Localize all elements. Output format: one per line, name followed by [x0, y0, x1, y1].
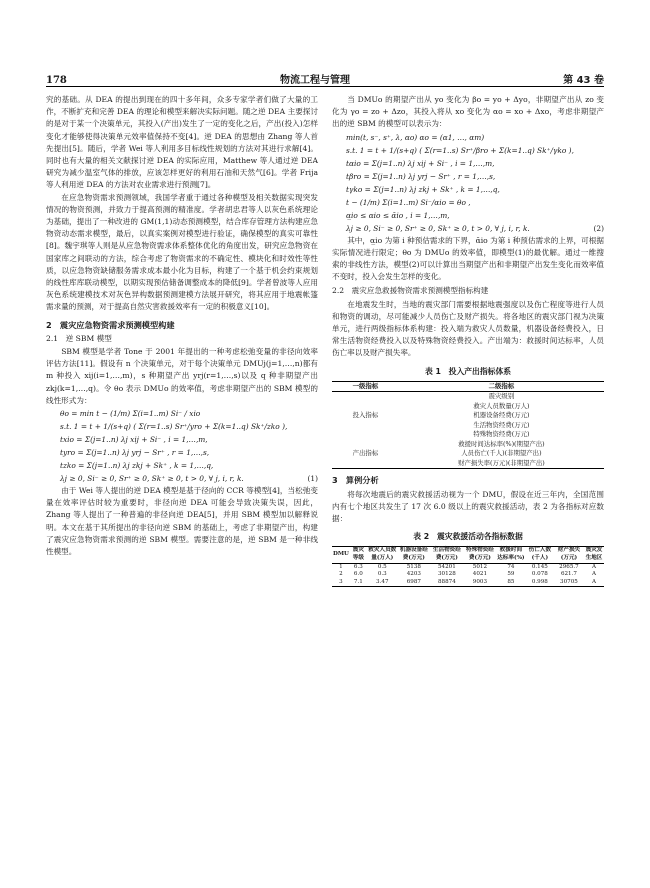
equation-line	[46, 472, 318, 485]
table-cell: 财产损失率(万元)(非期望产出)	[458, 458, 545, 467]
column-header: 机器设备经费(万元)	[399, 547, 428, 561]
equation-number: (2)	[593, 223, 604, 233]
right-column	[332, 94, 604, 587]
paragraph: 其中，α̲io 为第 i 种预估需求的下界，ᾱio 为第 i 种预估需求的上界，可根据实际情况进行限定；θo 为 DMUo 的效率值，即模型(1)的最优解。通过一维搜索的非线性方法，模型(2)可以计算出当期望产出和非期望产出发生变化而效率值不变时，投入会发生怎样的变化。	[332, 235, 604, 282]
journal-title: 物流工程与管理	[279, 75, 350, 86]
column-header: 二级指标	[488, 381, 515, 390]
table-cell: A	[591, 571, 597, 578]
paragraph: SBM 模型是学者 Tone 于 2001 年提出的一种考虑松弛变量的非径向效率评估方法[11]。假设有 n 个决策单元，对于每个决策单元 DMUj(j=1,…,n)都有 m 种投入 xij(i=1,…,m)，s 种期望产出 yrj(r=1,…,s)以及 q 种非期望产出 zkj(k=1,…,q)。令 θo 表示 DMUo 的效率值，考虑非期望产出的 SBM 模型的线性形式为：	[46, 347, 318, 405]
table-cell: 5138	[406, 563, 421, 570]
table-group-cell: 投入指标	[352, 411, 379, 420]
table-cell: 88874	[437, 578, 456, 585]
equation-line: txio = Σ(j=1..n) λj xij + Si⁻ , i = 1,…,m,	[60, 435, 208, 445]
table-row	[332, 440, 604, 450]
table-row	[332, 579, 604, 587]
paragraph: 在地震发生时，当地的震灾部门需要根据地震强度以及伤亡程度等进行人员和物资的调动，尽可能减少人员伤亡及财产损失。将各地区的震灾部门视为决策单元，进行两级指标体系构建：投入端为救灾人员数量，机器设备经费投入，日常生活物资经费投入以及特殊物资经费投入。产出端为：救援时间达标率，人员伤亡率以及财产损失率。	[332, 299, 604, 358]
table-2	[332, 546, 604, 587]
table-cell: 6.0	[353, 571, 363, 578]
equation-number: (1)	[307, 474, 318, 484]
table-cell: 0.5	[377, 563, 387, 570]
table-row	[332, 392, 604, 402]
paragraph: 究的基础。从 DEA 的提出到现在的四十多年间，众多专家学者们做了大量的工作，不断扩充和完善 DEA 的理论和模型来解决实际问题。随之逆 DEA 主要探讨的是对于某一个决策单元，其投入(产出)发生了一定的变化之后，产出(投入)怎样变化才能够使得决策单元效率值保持不变[4]。逆 DEA 的思想由 Zhang 等人首先提出[5]。随后，学者 Wei 等人利用多目标线性规划的方法对其进行求解[4]。同时也有大量的相关文献探讨逆 DEA 的实际应用，Matthew 等人通过逆 DEA 研究为减少温室气体的排放，应该怎样更好的利用石油和天然气[6]。学者 Frija 等人利用逆 DEA 的方法对农业需求进行预测[7]。	[46, 95, 318, 190]
column-header: 生活物资经费(万元)	[432, 547, 461, 561]
table-cell: 0.145	[531, 563, 548, 570]
table-cell: 救援时间达标率(%)(期望产出)	[458, 439, 545, 448]
table-cell: 6987	[406, 578, 421, 585]
table-cell: 3.47	[376, 578, 389, 585]
table-group-cell: 产出指标	[352, 449, 379, 458]
column-header: 伤亡人数(千人)	[528, 547, 552, 561]
column-header: 财产损失(万元)	[557, 547, 581, 561]
table-1	[332, 381, 604, 470]
equation-text: λj ≥ 0, Si⁻ ≥ 0, Sr⁺ ≥ 0, Sk⁺ ≥ 0, t > 0, ∀ j, i, r, k.	[60, 474, 244, 484]
table-row	[332, 563, 604, 571]
table-cell: 30705	[560, 578, 578, 585]
table-cell: 0.078	[531, 571, 548, 578]
equation-line: α̲io ≤ αio ≤ ᾱio , i = 1,…,m,	[346, 210, 450, 220]
equation-line: s.t. 1 = t + 1/(s+q) ( Σ(r=1..s) Sr⁺/yro + Σ(k=1..q) Sk⁺/zko ),	[60, 422, 288, 432]
table-caption: 表 1 投入产出指标体系	[424, 366, 512, 376]
table-cell: 6.3	[353, 563, 363, 570]
equation-line: tβro = Σ(j=1..n) λj yrj − Sr⁺ , r = 1,…,s,	[346, 171, 496, 181]
table-cell: 震灾级别	[488, 392, 515, 401]
equation-line: t − (1/m) Σ(i=1..m) Si⁻/αio = θo ,	[346, 197, 471, 207]
equation-line: tαio = Σ(j=1..n) λj xij + Si⁻ , i = 1,…,m,	[346, 158, 495, 168]
table-cell: 59	[507, 571, 515, 578]
table-cell: 生活物资经费(万元)	[473, 420, 530, 429]
table-cell: 74	[507, 563, 515, 570]
column-header: DMU	[333, 551, 349, 558]
equation-line	[332, 222, 604, 235]
left-column	[46, 94, 318, 558]
column-header: 震灾发生地区	[585, 547, 603, 561]
paragraph: 由于 Wei 等人提出的逆 DEA 模型是基于径向的 CCR 等模型[4]，当松弛变量在效率评估时较为重要时，非径向逆 DEA 可能会导致决策失误，因此，Zhang 等人提出了一种普遍的非径向逆 DEA[5]，并用 SBM 模型加以解释说明。本文在基于其所提出的非径向逆 SBM 的基础上，考虑了非期望产出，构建了震灾应急物资需求预测的逆 SBM 模型。需要注意的是，逆 SBM 是一种非线性模型。	[46, 486, 318, 557]
page-header	[46, 68, 604, 86]
table-cell: 4021	[472, 571, 488, 578]
table-cell: 特殊物资经费(万元)	[473, 430, 530, 439]
section-heading: 3 算例分析	[332, 475, 379, 486]
equation-line: min(t, s⁻, s⁺, λ, αo) αo = (α1, …, αm)	[346, 132, 485, 142]
equation-1	[46, 407, 318, 485]
column-header: 震灾等级	[352, 547, 364, 561]
column-header: 一级指标	[352, 381, 379, 390]
subsection-heading: 2.1 逆 SBM 模型	[46, 333, 112, 343]
table-cell: 2965.7	[559, 563, 579, 570]
table-cell: 救灾人员数量(万人)	[473, 401, 530, 410]
table-cell: 0.998	[531, 578, 548, 585]
table-cell: 3	[339, 578, 343, 585]
equation-text: λj ≥ 0, Si⁻ ≥ 0, Sr⁺ ≥ 0, Sk⁺ ≥ 0, t > 0, ∀ j, i, r, k.	[346, 223, 530, 233]
volume-label: 第 43 卷	[563, 75, 604, 86]
equation-line: tzko = Σ(j=1..n) λj zkj + Sk⁺ , k = 1,…,q,	[60, 461, 214, 471]
equation-line: tγko = Σ(j=1..n) λj zkj + Sk⁺ , k = 1,…,q,	[346, 184, 500, 194]
column-header: 救援时间达标率(%)	[497, 547, 525, 561]
paragraph: 将每次地震后的震灾救援活动视为一个 DMU，假设在近三年内，全国范围内有七个地区共发生了 17 次 6.0 级以上的震灾救援活动，表 2 为各指标对应数据：	[332, 489, 604, 523]
equation-line: tyro = Σ(j=1..n) λj yrj − Sr⁺ , r = 1,…,s,	[60, 448, 210, 458]
equation-line: s.t. 1 = t + 1/(s+q) ( Σ(r=1..s) Sr⁺/βro + Σ(k=1..q) Sk⁺/γko ),	[346, 145, 574, 155]
table-cell: A	[591, 578, 597, 585]
section-heading: 2 震灾应急物资需求预测模型构建	[46, 319, 175, 330]
table-header-row	[332, 381, 604, 392]
equation-2	[332, 131, 604, 235]
table-cell: 30128	[437, 571, 456, 578]
table-cell: A	[591, 563, 597, 570]
table-cell: 2	[339, 571, 343, 578]
page-number: 178	[46, 75, 67, 86]
table-header-row	[332, 547, 604, 563]
equation-line: θo = min t − (1/m) Σ(i=1..m) Si⁻ / xio	[60, 409, 201, 419]
table-cell: 人员伤亡(千人)(非期望产出)	[461, 449, 542, 458]
table-cell: 54201	[437, 563, 456, 570]
table-cell: 机器设备经费(万元)	[473, 411, 530, 420]
table-cell: 4203	[406, 571, 421, 578]
table-caption: 表 2 震灾救援活动各指标数据	[413, 532, 523, 542]
table-cell: 5012	[472, 563, 488, 570]
table-cell: 621.7	[560, 571, 577, 578]
table-cell: 1	[339, 563, 343, 570]
table-cell: 7.1	[353, 578, 363, 585]
paragraph: 当 DMUo 的期望产出从 yo 变化为 βo = yo + Δyo，非期望产出从 zo 变化为 γo = zo + Δzo，其投入将从 xo 变化为 αo = xo + Δxo，考虑非期望产出的逆 SBM 的模型可以表示为：	[332, 95, 604, 129]
table-cell: 85	[507, 578, 515, 585]
paragraph: 在应急物资需求预测领域，我国学者重于通过各种模型及相关数据实现突发情况的物资预测，并致力于提高预测的精准度。学者胡忠君等人以灰色系统理论为基础，提出了一种改进的 GM(1,1)动态预测模型，结合库存管理方法构建应急物资动态需求模型，最后，以真实案例对模型进行验证，确保模型的真实可靠性[8]。魏宇琪等人则是从应急物资需求体系整体优化的角度出发，研究应急物资在国家库之间联动的方法，综合考虑了物资需求的不确定性、模块化和时效性等性质，以应急物资缺储服务需求成本最小化为目标，构建了一个基于机会约束规划的线性库库联动模型，以期实现预估储备调整成本的降低[9]。学者曾波等人应用灰色系统建模技术对灰色异构数据预测建模方法展开研究，将其应用于地震帐篷需求量的预测，对于提高自然灾害救援效率有一定的积极意义[10]。	[46, 192, 318, 312]
table-row	[332, 571, 604, 579]
table-cell: 9003	[472, 578, 488, 585]
header-rule	[46, 86, 604, 87]
table-cell: 0.3	[377, 571, 387, 578]
subsection-heading: 2.2 震灾应急救援物资需求预测模型指标构建	[332, 286, 489, 296]
column-header: 救灾人员数量(万人)	[368, 547, 397, 561]
column-header: 特殊物资经费(万元)	[465, 547, 494, 561]
